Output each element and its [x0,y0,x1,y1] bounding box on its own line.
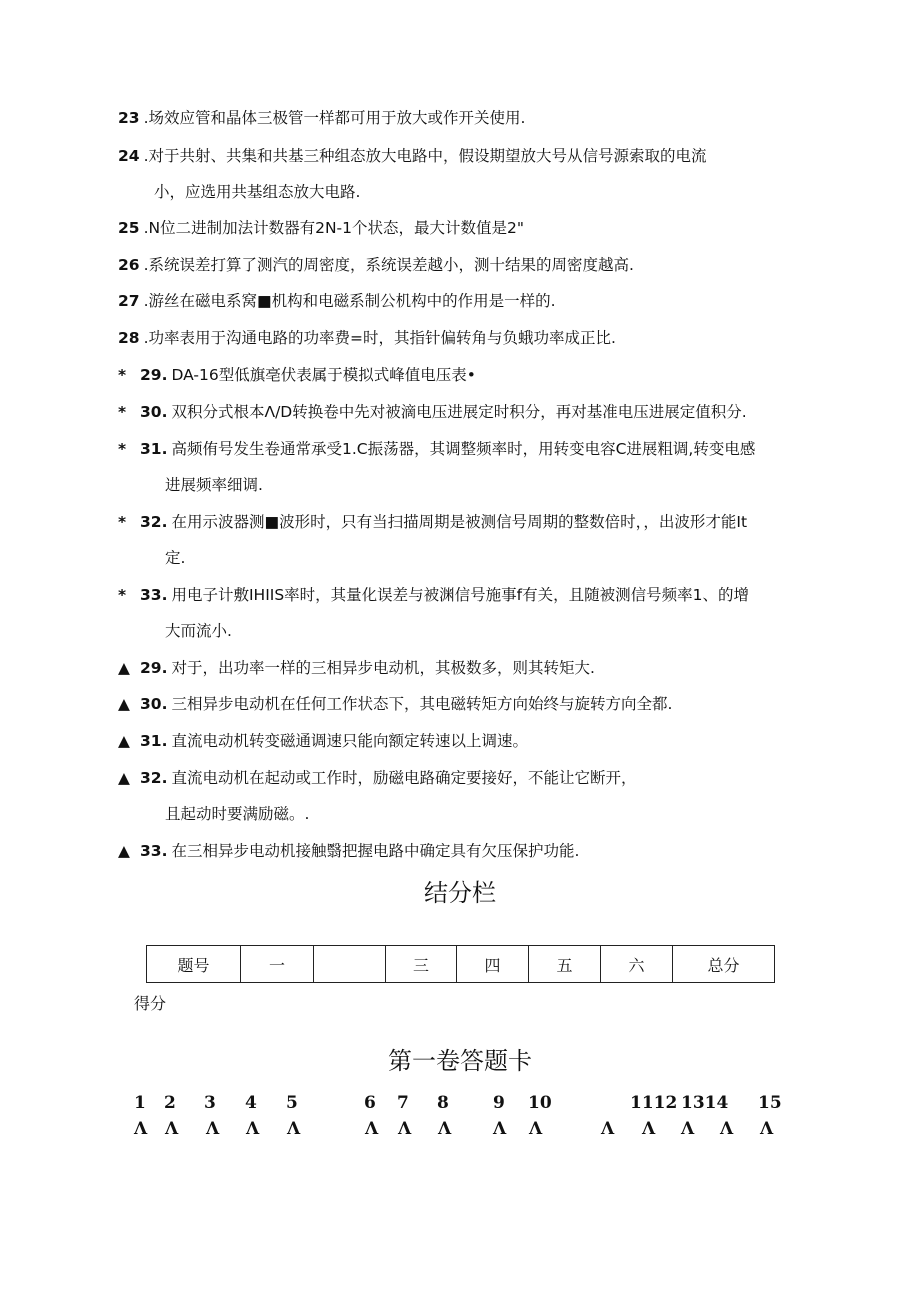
question-text: .功率表用于沟通电路的功率费=时，其指针偏转角与负蛾功率成正比. [143,329,616,347]
question-text: 直流电动机在起动或工作时，励磁电路确定要接好，不能让它断开， [171,769,637,787]
score-header-cell [314,946,386,983]
question-28 [118,328,616,348]
triangle-marker: ▲ [118,659,130,677]
question-star-32-continuation: 定. [165,549,186,567]
question-star-30 [118,402,747,422]
question-text: .场效应管和晶体三极管一样都可用于放大或作开关使用. [143,109,526,127]
triangle-marker: ▲ [118,769,130,787]
question-number: 28 [118,329,140,347]
question-23 [118,108,525,128]
answer-mark[interactable]: Λ [206,1119,220,1139]
answer-number: 9 [493,1093,505,1113]
answer-mark[interactable]: Λ [134,1119,148,1139]
question-24 [118,146,707,166]
question-number: 32. [140,769,168,787]
score-row-label: 得分 [134,994,167,1013]
question-number: 29. [140,659,168,677]
question-24-continuation: 小，应选用共基组态放大电路. [154,183,361,201]
question-text: 在三相异步电动机接触翳把握电路中确定具有欠压保护功能. [171,842,580,860]
answer-number: 1112 [630,1093,678,1113]
answer-mark[interactable]: Λ [601,1119,615,1139]
score-header-cell: 三 [386,946,457,983]
answer-number: 8 [437,1093,449,1113]
question-number: 24 [118,147,140,165]
answer-mark[interactable]: Λ [681,1119,695,1139]
question-star-33-continuation: 大而流小. [165,622,232,640]
answer-number: 1 [134,1093,146,1113]
answer-number: 6 [364,1093,376,1113]
answer-mark[interactable]: Λ [365,1119,379,1139]
triangle-marker: ▲ [118,695,130,713]
question-triangle-33 [118,841,579,861]
question-number: 30. [140,695,168,713]
question-text: .N位二进制加法计数器有2N-1个状态，最大计数值是2" [143,219,525,237]
question-text: 对于，出功率一样的三相异步电动机，其极数多，则其转矩大. [171,659,595,677]
question-number: 23 [118,109,140,127]
question-number: 30. [140,403,168,421]
question-number: 26 [118,256,140,274]
answer-number: 10 [528,1093,552,1113]
answer-number: 7 [397,1093,409,1113]
question-text: 直流电动机转变磁通调速只能向额定转速以上调速。 [171,732,528,750]
score-header-cell: 题号 [147,946,241,983]
answer-card-title: 第一卷答题卡 [388,1047,532,1075]
answer-mark[interactable]: Λ [398,1119,412,1139]
answer-mark[interactable]: Λ [246,1119,260,1139]
question-star-31 [118,439,755,459]
question-number: 33. [140,842,168,860]
answer-number: 5 [286,1093,298,1113]
score-header-cell: 四 [457,946,529,983]
question-triangle-32-continuation: 且起动时要满励磁。. [165,805,310,823]
star-marker: * [118,586,127,604]
star-marker: * [118,513,127,531]
question-text: 三相异步电动机在任何工作状态下，其电磁转矩方向始终与旋转方向全都. [171,695,673,713]
question-triangle-32 [118,768,636,788]
answer-number-row [0,1093,920,1115]
question-number: 25 [118,219,140,237]
question-number: 33. [140,586,168,604]
question-text: 在用示波器测■波形时，只有当扫描周期是被测信号周期的整数倍时，，出波形才能It [171,513,748,531]
question-27 [118,291,556,311]
answer-mark[interactable]: Λ [642,1119,656,1139]
answer-mark[interactable]: Λ [529,1119,543,1139]
question-26 [118,255,634,275]
answer-mark-row [0,1119,920,1141]
question-text: 高频侑号发生卷通常承受1.C振荡器，其调整频率时，用转变电容C进展粗调,转变电感 [171,440,756,458]
question-text: .对于共射、共集和共基三种组态放大电路中，假设期望放大号从信号源索取的电流 [143,147,707,165]
answer-mark[interactable]: Λ [720,1119,734,1139]
question-triangle-30 [118,694,672,714]
question-triangle-29 [118,658,595,678]
question-text: DA-16型低旗亳伏表属于模拟式峰值电压表• [171,366,476,384]
star-marker: * [118,403,127,421]
question-text: 双积分式根本Λ/D转换卷中先对被滴电压进展定时积分，再对基准电压进展定值积分. [171,403,747,421]
question-text: .游丝在磁电系窝■机构和电磁系制公机构中的作用是一样的. [143,292,556,310]
question-star-32 [118,512,747,532]
answer-number: 15 [758,1093,782,1113]
question-25 [118,218,524,238]
question-triangle-31 [118,731,528,751]
question-text: .系统误差打算了测汽的周密度，系统误差越小，测十结果的周密度越高. [143,256,634,274]
question-text: 用电子计敷IHIIS率时，其量化误差与被渊信号施事f有关，且随被测信号频率1、的增 [171,586,749,604]
answer-mark[interactable]: Λ [493,1119,507,1139]
question-star-29 [118,365,476,385]
question-star-33 [118,585,749,605]
score-table [146,945,775,983]
score-header-cell: 总分 [673,946,775,983]
answer-number: 3 [204,1093,216,1113]
question-number: 29. [140,366,168,384]
star-marker: * [118,366,127,384]
score-table-row [147,946,775,983]
question-number: 27 [118,292,140,310]
answer-number: 2 [164,1093,176,1113]
question-number: 31. [140,732,168,750]
answer-number: 4 [245,1093,257,1113]
answer-number: 1314 [681,1093,729,1113]
answer-mark[interactable]: Λ [165,1119,179,1139]
score-header-cell: 五 [529,946,601,983]
answer-mark[interactable]: Λ [760,1119,774,1139]
triangle-marker: ▲ [118,732,130,750]
star-marker: * [118,440,127,458]
triangle-marker: ▲ [118,842,130,860]
question-number: 32. [140,513,168,531]
question-star-31-continuation: 进展频率细调. [165,476,263,494]
score-header-cell: 一 [241,946,314,983]
score-section-title: 结分栏 [424,879,496,907]
answer-mark[interactable]: Λ [438,1119,452,1139]
question-number: 31. [140,440,168,458]
score-header-cell: 六 [601,946,673,983]
answer-mark[interactable]: Λ [287,1119,301,1139]
